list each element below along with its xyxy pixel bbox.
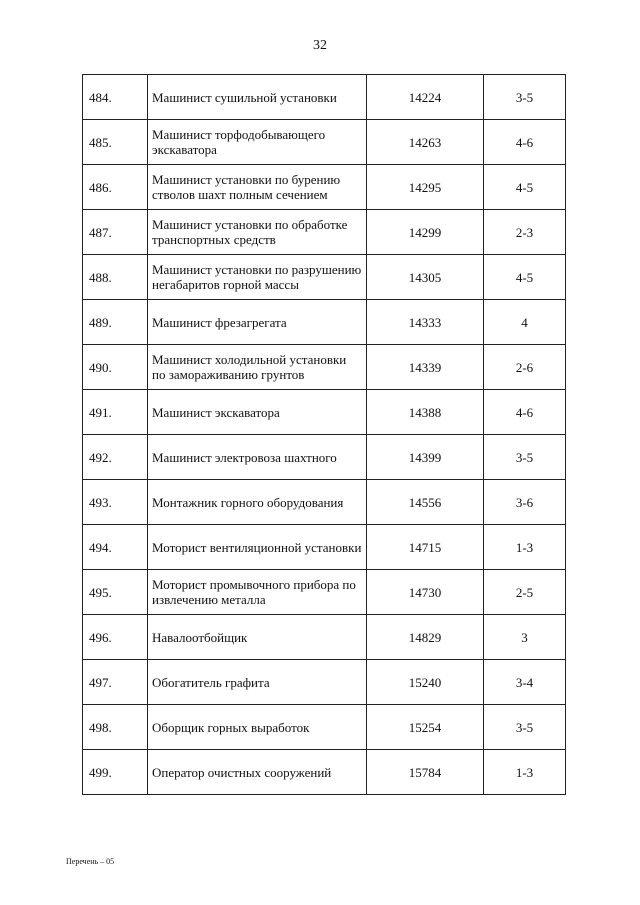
profession-name-cell: Машинист холодильной установки по замораживанию грунтов (148, 345, 367, 390)
grade-range-cell: 3-5 (484, 435, 566, 480)
table-row (83, 120, 566, 165)
profession-code-cell: 14333 (367, 300, 484, 345)
table-row (83, 480, 566, 525)
profession-code-cell: 14715 (367, 525, 484, 570)
table-row (83, 660, 566, 705)
row-number-cell: 485. (83, 120, 148, 165)
row-number-cell: 498. (83, 705, 148, 750)
profession-name-cell: Машинист торфодобывающего экскаватора (148, 120, 367, 165)
row-number-cell: 496. (83, 615, 148, 660)
profession-name-cell: Машинист установки по разрушению негабаритов горной массы (148, 255, 367, 300)
table-row (83, 165, 566, 210)
profession-code-cell: 14299 (367, 210, 484, 255)
page-number: 32 (313, 38, 327, 53)
grade-range-cell: 2-3 (484, 210, 566, 255)
profession-name-cell: Машинист установки по обработке транспортных средств (148, 210, 367, 255)
row-number-cell: 487. (83, 210, 148, 255)
profession-code-cell: 14305 (367, 255, 484, 300)
profession-code-cell: 14388 (367, 390, 484, 435)
profession-code-cell: 14829 (367, 615, 484, 660)
table-row (83, 705, 566, 750)
table-row (83, 570, 566, 615)
profession-code-cell: 14339 (367, 345, 484, 390)
footer-label: Перечень – 05 (66, 857, 115, 866)
profession-name-cell: Оператор очистных сооружений (148, 750, 367, 795)
grade-range-cell: 4-5 (484, 165, 566, 210)
table-row (83, 345, 566, 390)
grade-range-cell: 3-5 (484, 75, 566, 120)
row-number-cell: 494. (83, 525, 148, 570)
profession-code-cell: 14730 (367, 570, 484, 615)
table-row (83, 525, 566, 570)
row-number-cell: 497. (83, 660, 148, 705)
profession-name-cell: Обогатитель графита (148, 660, 367, 705)
profession-code-cell: 14556 (367, 480, 484, 525)
grade-range-cell: 4 (484, 300, 566, 345)
profession-code-cell: 14295 (367, 165, 484, 210)
row-number-cell: 488. (83, 255, 148, 300)
table-row (83, 300, 566, 345)
row-number-cell: 492. (83, 435, 148, 480)
grade-range-cell: 3 (484, 615, 566, 660)
table-row (83, 435, 566, 480)
row-number-cell: 491. (83, 390, 148, 435)
row-number-cell: 484. (83, 75, 148, 120)
table-row (83, 390, 566, 435)
row-number-cell: 493. (83, 480, 148, 525)
table-row (83, 750, 566, 795)
grade-range-cell: 1-3 (484, 525, 566, 570)
profession-name-cell: Моторист вентиляционной установки (148, 525, 367, 570)
grade-range-cell: 4-5 (484, 255, 566, 300)
profession-code-cell: 15254 (367, 705, 484, 750)
profession-name-cell: Машинист сушильной установки (148, 75, 367, 120)
grade-range-cell: 3-6 (484, 480, 566, 525)
grade-range-cell: 2-6 (484, 345, 566, 390)
profession-code-cell: 14399 (367, 435, 484, 480)
profession-name-cell: Машинист установки по бурению стволов шахт полным сечением (148, 165, 367, 210)
row-number-cell: 490. (83, 345, 148, 390)
grade-range-cell: 4-6 (484, 120, 566, 165)
grade-range-cell: 1-3 (484, 750, 566, 795)
row-number-cell: 486. (83, 165, 148, 210)
table-row (83, 255, 566, 300)
grade-range-cell: 3-5 (484, 705, 566, 750)
row-number-cell: 489. (83, 300, 148, 345)
table-row (83, 210, 566, 255)
profession-name-cell: Моторист промывочного прибора по извлечению металла (148, 570, 367, 615)
profession-code-cell: 15240 (367, 660, 484, 705)
profession-name-cell: Навалоотбойщик (148, 615, 367, 660)
grade-range-cell: 2-5 (484, 570, 566, 615)
profession-code-cell: 14224 (367, 75, 484, 120)
profession-code-cell: 15784 (367, 750, 484, 795)
profession-name-cell: Оборщик горных выработок (148, 705, 367, 750)
grade-range-cell: 3-4 (484, 660, 566, 705)
row-number-cell: 499. (83, 750, 148, 795)
table-row (83, 75, 566, 120)
profession-name-cell: Машинист электровоза шахтного (148, 435, 367, 480)
grade-range-cell: 4-6 (484, 390, 566, 435)
row-number-cell: 495. (83, 570, 148, 615)
profession-name-cell: Машинист экскаватора (148, 390, 367, 435)
profession-name-cell: Монтажник горного оборудования (148, 480, 367, 525)
profession-code-cell: 14263 (367, 120, 484, 165)
table-row (83, 615, 566, 660)
profession-table (82, 74, 566, 795)
profession-name-cell: Машинист фрезагрегата (148, 300, 367, 345)
table-body (83, 75, 566, 795)
